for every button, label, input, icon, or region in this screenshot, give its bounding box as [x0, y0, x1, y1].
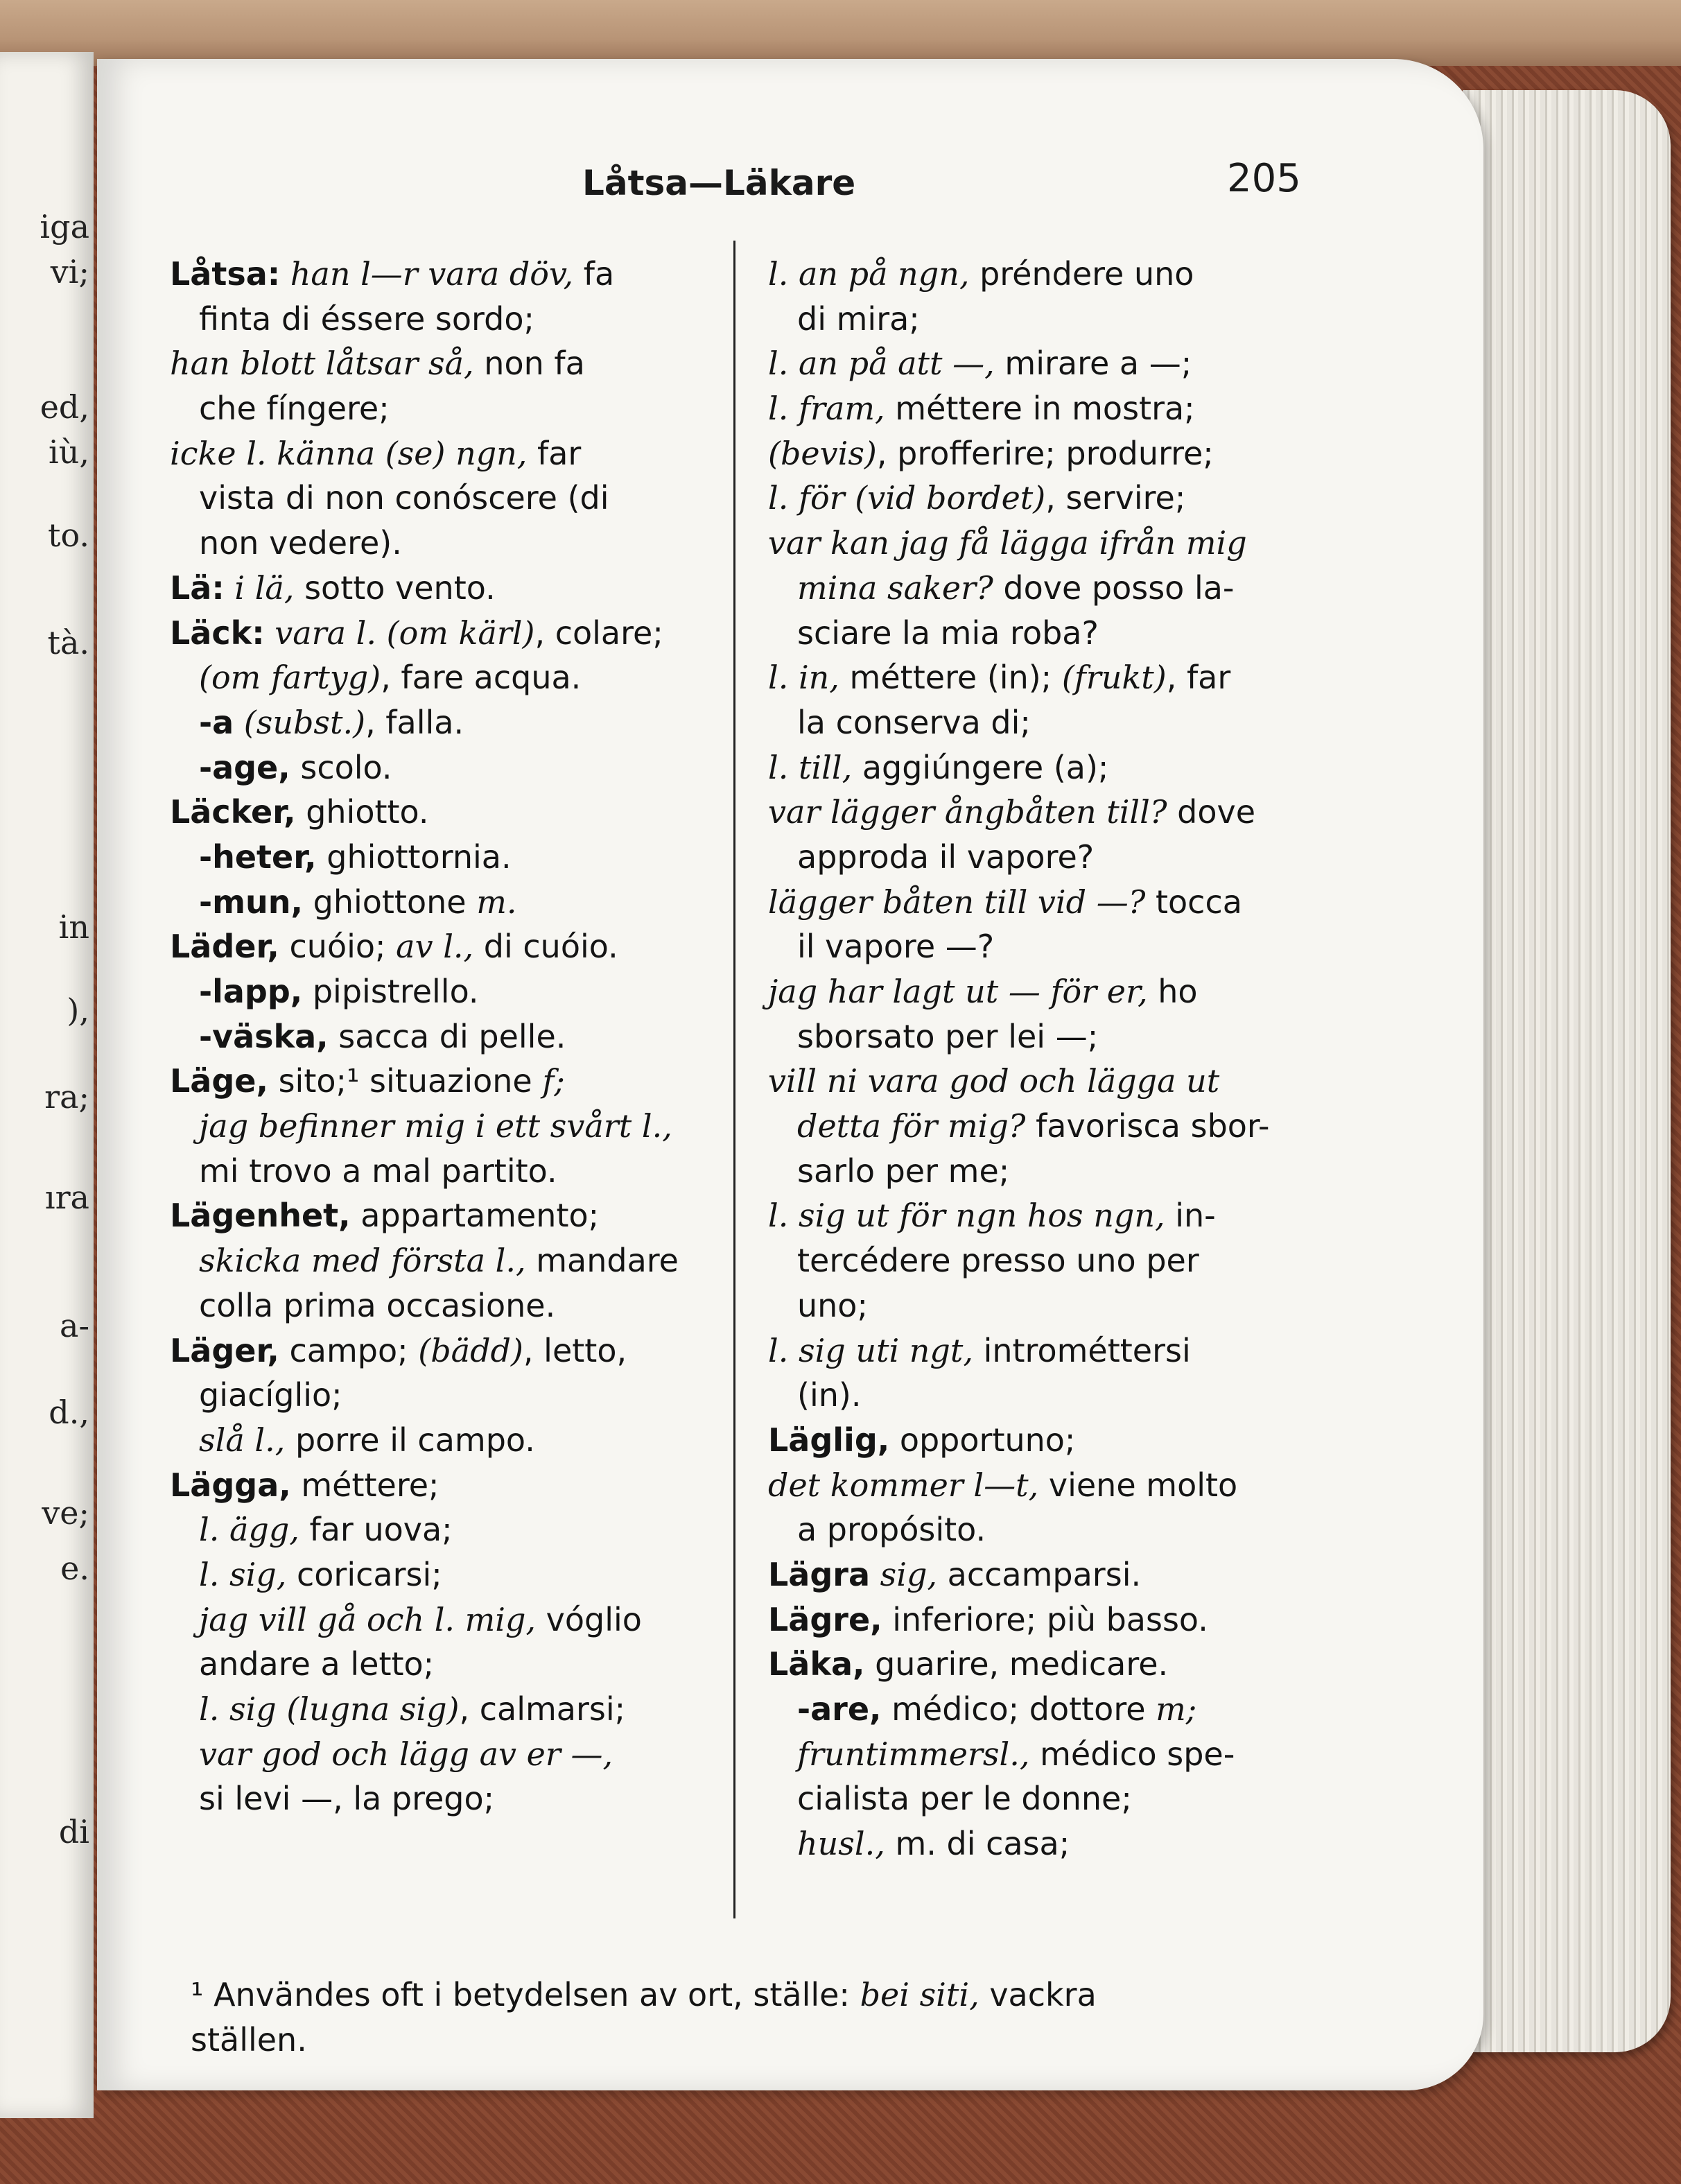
headword: Lägra [768, 1555, 871, 1593]
swedish-phrase: (bevis) [768, 434, 877, 472]
translation: ho [1147, 973, 1198, 1010]
entry-line [768, 1463, 1323, 1508]
entry-line [768, 1059, 1323, 1104]
translation: finta di éssere sordo; [199, 300, 534, 338]
facing-page-text-fragment: ), [67, 991, 89, 1029]
entry-line [768, 745, 1323, 790]
swedish-phrase: m. [476, 883, 517, 921]
entry-line [768, 521, 1323, 566]
swedish-phrase: l. till, [768, 748, 853, 786]
entry-line [768, 1193, 1323, 1238]
swedish-phrase: vill ni vara god och lägga ut [768, 1062, 1220, 1100]
translation: cialista per le donne; [797, 1780, 1132, 1818]
translation: sarlo per me; [797, 1152, 1010, 1190]
entry-line [170, 745, 724, 790]
headword: -age, [199, 748, 290, 786]
swedish-phrase: (subst.) [234, 703, 366, 741]
right-column [768, 252, 1323, 1866]
facing-page-text-fragment: ra; [44, 1078, 89, 1116]
headword: Läder, [170, 928, 279, 966]
facing-page-text-fragment: vi; [50, 253, 89, 291]
swedish-phrase: l. sig, [199, 1555, 287, 1593]
page-block-edges [1463, 90, 1671, 2052]
translation: colla prima occasione. [199, 1286, 556, 1324]
translation: in- [1165, 1197, 1216, 1235]
translation: di cuóio. [473, 928, 618, 966]
entry-line [768, 1283, 1323, 1328]
translation: non vedere). [199, 524, 402, 562]
facing-page-edge [0, 52, 94, 2118]
entry-line [768, 1776, 1323, 1821]
footnote-line [191, 2018, 1383, 2063]
swedish-phrase: han blott låtsar så, [170, 345, 474, 383]
translation: , calmarsi; [459, 1690, 626, 1728]
dictionary-page [97, 59, 1483, 2090]
entry-line [768, 386, 1323, 431]
translation: andare a letto; [199, 1645, 435, 1683]
entry-line [170, 566, 724, 611]
facing-page-text-fragment: iga [40, 208, 89, 245]
headword: -are, [797, 1690, 882, 1728]
entry-line [768, 431, 1323, 476]
swedish-phrase: (frukt) [1061, 659, 1167, 697]
translation: tocca [1145, 883, 1242, 921]
entry-line [170, 1149, 724, 1194]
translation: , profferire; produrre; [876, 434, 1214, 472]
swedish-phrase: i lä, [224, 569, 295, 607]
entry-line [768, 1821, 1323, 1866]
headword: -a [199, 703, 234, 741]
facing-page-text-fragment: to. [48, 517, 89, 554]
swedish-phrase: l. fram, [768, 390, 885, 428]
entry-line [170, 1418, 724, 1463]
entry-line [768, 790, 1323, 835]
swedish-phrase: l. för (vid bordet) [768, 479, 1046, 517]
footnote [191, 1973, 1383, 2062]
column-divider [733, 241, 735, 1918]
footnote-text: vackra [979, 1976, 1097, 2013]
translation: non fa [473, 345, 585, 383]
translation: pipistrello. [302, 973, 479, 1010]
entry-line [768, 476, 1323, 521]
translation: aggiúngere (a); [852, 748, 1109, 786]
translation: far uova; [299, 1511, 453, 1549]
headword: Läcker, [170, 793, 296, 831]
entry-line [170, 924, 724, 969]
translation: vista di non conóscere (di [199, 479, 609, 517]
translation: la conserva di; [797, 703, 1031, 741]
entry-line [170, 655, 724, 700]
swedish-phrase: av l., [396, 928, 474, 966]
translation: méttere (in); [839, 659, 1062, 697]
entry-line [170, 1597, 724, 1643]
entry-line [170, 1193, 724, 1238]
translation: di mira; [797, 300, 920, 338]
swedish-phrase: l. an på att —, [768, 345, 995, 383]
facing-page-text-fragment: ed, [40, 388, 89, 426]
translation: si levi —, la prego; [199, 1780, 495, 1818]
entry-line [768, 1732, 1323, 1777]
entry-line [768, 835, 1323, 880]
swedish-phrase: l. an på ngn, [768, 255, 970, 293]
entry-line [768, 1597, 1323, 1643]
entry-line [768, 1104, 1323, 1149]
entry-line [170, 1552, 724, 1597]
translation: mi trovo a mal partito. [199, 1152, 557, 1190]
entry-line [170, 1687, 724, 1732]
translation: préndere uno [969, 255, 1194, 293]
swedish-phrase: slå l., [199, 1421, 286, 1459]
entry-line [170, 1328, 724, 1373]
swedish-phrase: sig, [870, 1555, 938, 1593]
facing-page-text-fragment: e. [60, 1550, 89, 1587]
headword: Lägre, [768, 1600, 882, 1638]
translation: ghiottone [303, 883, 477, 921]
headword: Låtsa: [170, 255, 281, 293]
translation: guarire, medicare. [864, 1645, 1169, 1683]
entry-line [170, 1463, 724, 1508]
entry-line [170, 969, 724, 1014]
swedish-phrase: m; [1156, 1690, 1197, 1728]
translation: introméttersi [973, 1331, 1191, 1369]
translation: , servire; [1045, 479, 1186, 517]
headword: -mun, [199, 883, 303, 921]
translation: far [527, 434, 582, 472]
swedish-phrase: mina saker? [797, 569, 993, 607]
entry-line [768, 1373, 1323, 1418]
swedish-phrase: skicka med första l., [199, 1242, 526, 1280]
translation: ghiottornia. [316, 838, 512, 876]
translation: , letto, [523, 1331, 627, 1369]
entry-line [768, 1552, 1323, 1597]
entry-line [170, 835, 724, 880]
entry-line [170, 521, 724, 566]
headword: Läge, [170, 1062, 268, 1100]
translation: favorisca sbor- [1025, 1107, 1270, 1145]
entry-line [170, 431, 724, 476]
swedish-phrase: var lägger ångbåten till? [768, 793, 1167, 831]
swedish-phrase: fruntimmersl., [797, 1735, 1030, 1773]
translation: dove posso la- [993, 569, 1235, 607]
running-head: Låtsa—Läkare [582, 163, 856, 203]
headword: Läglig, [768, 1421, 890, 1459]
entry-line [768, 566, 1323, 611]
translation: che fíngere; [199, 390, 390, 428]
headword: Läka, [768, 1645, 865, 1683]
swedish-phrase: detta för mig? [797, 1107, 1026, 1145]
entry-line [170, 1642, 724, 1687]
entry-line [768, 1014, 1323, 1059]
translation: appartamento; [350, 1197, 600, 1235]
swedish-phrase: lägger båten till vid —? [768, 883, 1146, 921]
entry-line [170, 880, 724, 925]
entry-line [170, 476, 724, 521]
entry-line [170, 1373, 724, 1418]
translation: mandare [525, 1242, 679, 1280]
translation: ghiotto. [295, 793, 429, 831]
entry-line [170, 1059, 724, 1104]
translation: , falla. [365, 703, 464, 741]
entry-line [768, 700, 1323, 745]
facing-page-text-fragment: a- [60, 1307, 89, 1344]
translation: sborsato per lei —; [797, 1017, 1099, 1055]
translation: fa [573, 255, 615, 293]
entry-line [170, 1776, 724, 1821]
swedish-phrase: f; [542, 1062, 565, 1100]
facing-page-text-fragment: in [58, 908, 89, 946]
footnote-text: bei siti, [860, 1976, 979, 2013]
translation: cuóio; [279, 928, 397, 966]
translation: il vapore —? [797, 928, 995, 966]
swedish-phrase: l. ägg, [199, 1511, 299, 1549]
translation: porre il campo. [285, 1421, 535, 1459]
swedish-phrase: husl., [797, 1825, 885, 1863]
translation: campo; [279, 1331, 419, 1369]
swedish-phrase: (bädd) [418, 1331, 523, 1369]
entry-line [768, 880, 1323, 925]
footnote-line [191, 1973, 1383, 2018]
entry-line [768, 1642, 1323, 1687]
facing-page-text-fragment: ıra [44, 1179, 89, 1216]
facing-page-text-fragment: ve; [42, 1494, 89, 1532]
translation: (in). [797, 1376, 862, 1414]
headword: Läger, [170, 1331, 279, 1369]
translation: coricarsi; [286, 1555, 442, 1593]
entry-line [170, 1283, 724, 1328]
entry-line [170, 252, 724, 297]
translation: viene molto [1038, 1466, 1238, 1504]
translation: giacíglio; [199, 1376, 342, 1414]
swedish-phrase: jag har lagt ut — för er, [768, 973, 1148, 1010]
swedish-phrase: det kommer l—t, [768, 1466, 1039, 1504]
translation: vóglio [536, 1600, 642, 1638]
page-number: 205 [1227, 156, 1301, 201]
entry-line [768, 252, 1323, 297]
entry-line [768, 611, 1323, 656]
headword: Lägga, [170, 1466, 291, 1504]
facing-page-text-fragment: d., [49, 1394, 89, 1431]
facing-page-text-fragment: di [58, 1813, 89, 1851]
translation: méttere; [290, 1466, 439, 1504]
translation: sciare la mia roba? [797, 614, 1099, 652]
entry-line [768, 297, 1323, 342]
translation: , fare acqua. [381, 659, 582, 697]
translation: approda il vapore? [797, 838, 1095, 876]
swedish-phrase: l. sig (lugna sig) [199, 1690, 460, 1728]
swedish-phrase: var god och lägg av er —, [199, 1735, 613, 1773]
translation: méttere in mostra; [885, 390, 1195, 428]
swedish-phrase: l. sig ut för ngn hos ngn, [768, 1197, 1165, 1235]
entry-line [768, 924, 1323, 969]
entry-line [768, 969, 1323, 1014]
entry-line [170, 611, 724, 656]
swedish-phrase: jag befinner mig i ett svårt l., [199, 1107, 672, 1145]
entry-line [768, 1687, 1323, 1732]
translation: médico spe- [1029, 1735, 1235, 1773]
entry-line [768, 1328, 1323, 1373]
entry-line [170, 1732, 724, 1777]
translation: , far [1166, 659, 1231, 697]
swedish-phrase: vara l. (om kärl) [264, 614, 535, 652]
translation: sacca di pelle. [328, 1017, 566, 1055]
entry-line [170, 790, 724, 835]
left-column [170, 252, 724, 1821]
footnote-text: ¹ Användes oft i betydelsen av ort, ställe: [191, 1976, 860, 2013]
wooden-surface [0, 0, 1681, 66]
entry-line [768, 1238, 1323, 1283]
swedish-phrase: var kan jag få lägga ifrån mig [768, 524, 1247, 562]
entry-line [170, 297, 724, 342]
entry-line [170, 341, 724, 386]
swedish-phrase: icke l. känna (se) ngn, [170, 434, 528, 472]
translation: opportuno; [889, 1421, 1076, 1459]
translation: tercédere presso uno per [797, 1242, 1199, 1280]
entry-line [170, 1507, 724, 1552]
swedish-phrase: l. sig uti ngt, [768, 1331, 973, 1369]
translation: mirare a —; [994, 345, 1192, 383]
entry-line [768, 1149, 1323, 1194]
entry-line [170, 386, 724, 431]
entry-line [768, 341, 1323, 386]
swedish-phrase: han l—r vara döv, [280, 255, 574, 293]
footnote-text: ställen. [191, 2020, 307, 2059]
entry-line [768, 1418, 1323, 1463]
swedish-phrase: jag vill gå och l. mig, [199, 1600, 537, 1638]
translation: inferiore; più basso. [882, 1600, 1208, 1638]
translation: scolo. [290, 748, 392, 786]
entry-line [768, 1507, 1323, 1552]
swedish-phrase: l. in, [768, 659, 839, 697]
translation: sotto vento. [294, 569, 496, 607]
facing-page-text-fragment: iù, [49, 433, 89, 471]
translation: uno; [797, 1286, 868, 1324]
swedish-phrase: (om fartyg) [199, 659, 381, 697]
entry-line [170, 1238, 724, 1283]
translation: accamparsi. [937, 1555, 1142, 1593]
entry-line [768, 655, 1323, 700]
translation: m. di casa; [885, 1825, 1070, 1863]
translation: dove [1167, 793, 1255, 831]
headword: Läck: [170, 614, 265, 652]
translation: médico; dottore [881, 1690, 1156, 1728]
headword: -väska, [199, 1017, 329, 1055]
translation: sito;¹ situazione [268, 1062, 543, 1100]
headword: Lä: [170, 569, 225, 607]
headword: -lapp, [199, 973, 303, 1010]
entry-line [170, 1014, 724, 1059]
facing-page-text-fragment: tà. [47, 624, 89, 661]
entry-line [170, 1104, 724, 1149]
translation: , colare; [534, 614, 663, 652]
headword: -heter, [199, 838, 317, 876]
headword: Lägenhet, [170, 1197, 351, 1235]
translation: a propósito. [797, 1511, 986, 1549]
entry-line [170, 700, 724, 745]
